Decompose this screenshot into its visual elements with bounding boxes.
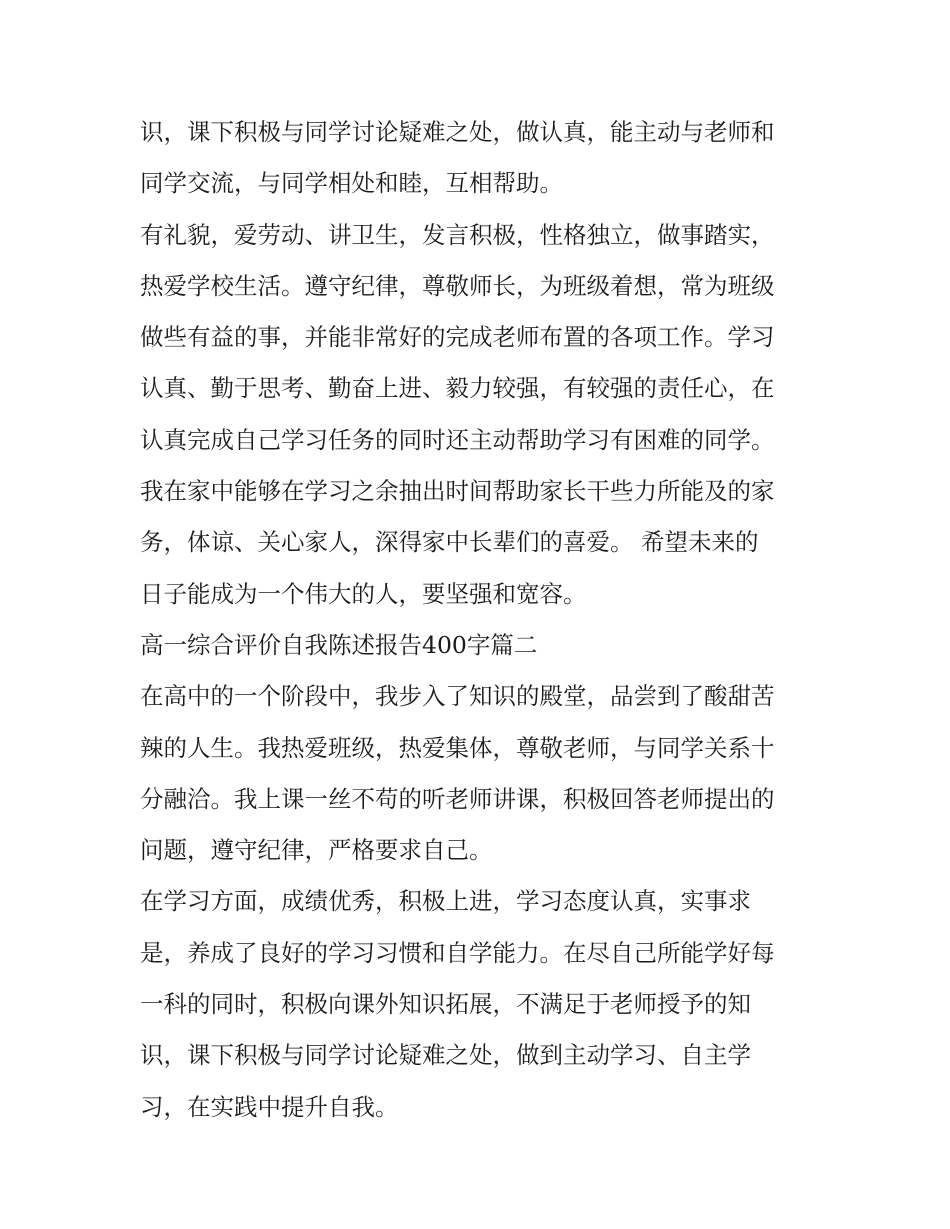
section-heading: 高一综合评价自我陈述报告400字篇二 (140, 630, 538, 659)
text-line: 务，体谅、关心家人，深得家中长辈们的喜爱。 希望未来的 (140, 528, 759, 557)
text-line: 热爱学校生活。遵守纪律，尊敬师长，为班级着想，常为班级 (140, 271, 775, 300)
text-line: 辣的人生。我热爱班级，热爱集体，尊敬老师，与同学关系十 (140, 733, 775, 762)
text-line: 习，在实践中提升自我。 (140, 1092, 399, 1121)
text-line: 有礼貌，爱劳动、讲卫生，发言积极，性格独立，做事踏实， (140, 220, 775, 249)
text-line: 同学交流，与同学相处和睦，互相帮助。 (140, 169, 563, 198)
text-line: 是，养成了良好的学习习惯和自学能力。在尽自己所能学好每 (140, 938, 775, 967)
text-line: 在高中的一个阶段中，我步入了知识的殿堂，品尝到了酸甜苦 (140, 682, 775, 711)
text-line: 问题，遵守纪律，严格要求自己。 (140, 836, 493, 865)
text-line: 识，课下积极与同学讨论疑难之处，做认真，能主动与老师和 (140, 118, 775, 146)
text-line: 我在家中能够在学习之余抽出时间帮助家长干些力所能及的家 (140, 477, 775, 506)
text-line: 日子能成为一个伟大的人，要坚强和宽容。 (140, 579, 587, 608)
text-line: 认真、勤于思考、勤奋上进、毅力较强，有较强的责任心，在 (140, 374, 775, 403)
text-line: 在学习方面，成绩优秀，积极上进，学习态度认真，实事求 (140, 887, 751, 916)
text-line: 做些有益的事，并能非常好的完成老师布置的各项工作。学习 (140, 323, 775, 352)
text-line: 一科的同时，积极向课外知识拓展，不满足于老师授予的知 (140, 990, 751, 1019)
text-line: 分融洽。我上课一丝不苟的听老师讲课，积极回答老师提出的 (140, 784, 775, 813)
text-line: 识，课下积极与同学讨论疑难之处，做到主动学习、自主学 (140, 1041, 751, 1070)
text-line: 认真完成自己学习任务的同时还主动帮助学习有困难的同学。 (140, 425, 775, 454)
document-body (140, 107, 830, 1133)
